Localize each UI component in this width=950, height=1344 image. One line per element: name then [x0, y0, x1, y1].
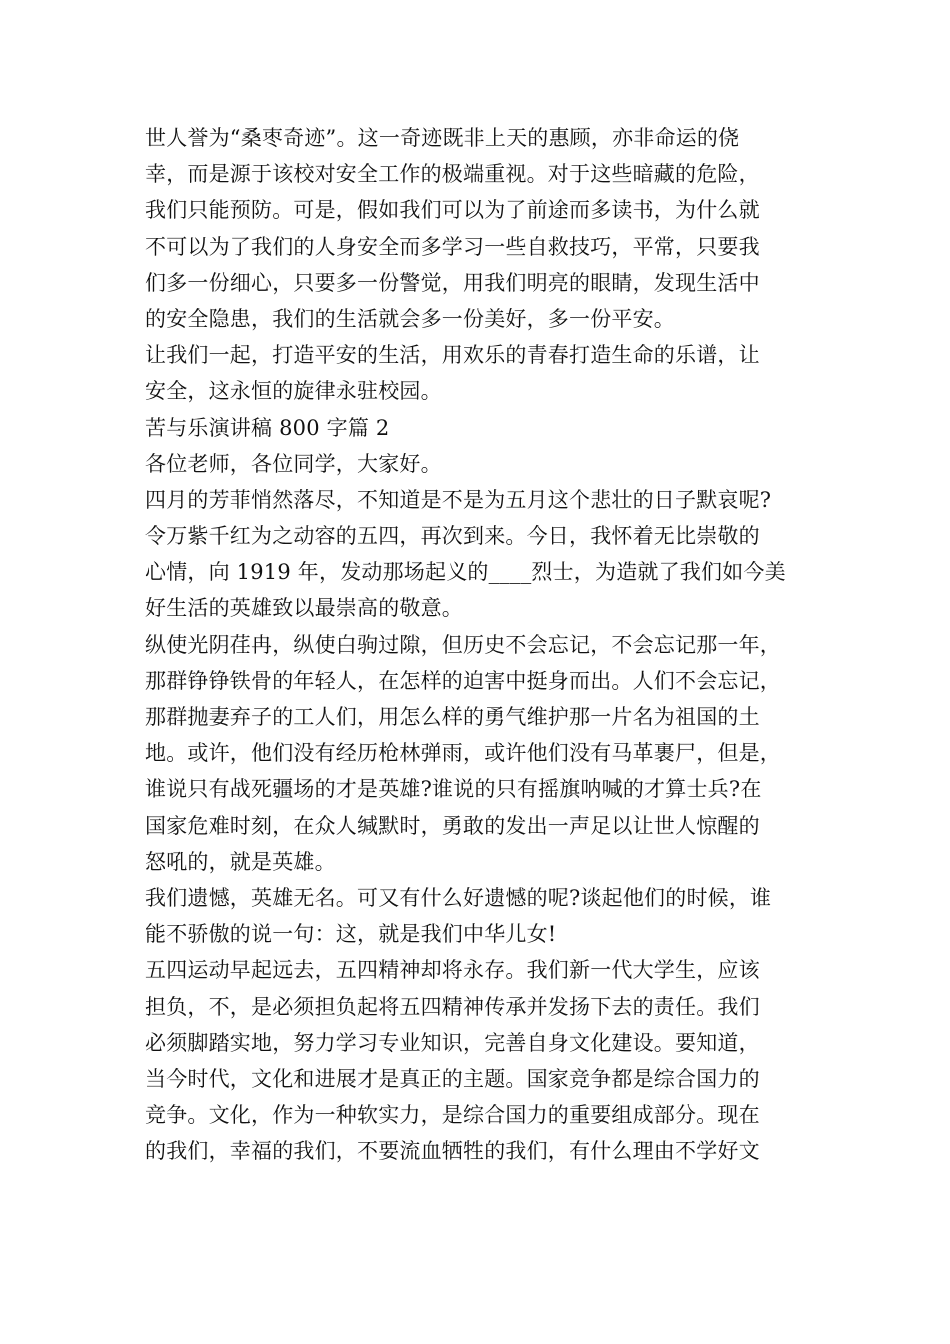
text-line: 我们遗憾，英雄无名。可又有什么好遗憾的呢?谈起他们的时候，谁	[145, 885, 772, 910]
text-line: 谁说只有战死疆场的才是英雄?谁说的只有摇旗呐喊的才算士兵?在	[145, 777, 762, 802]
text-line: 心情，向 1919 年，发动那场起义的____烈士，为造就了我们如今美	[145, 560, 786, 585]
text-line: 各位老师，各位同学，大家好。	[145, 451, 442, 476]
text-line: 令万紫千红为之动容的五四，再次到来。今日，我怀着无比崇敬的	[145, 524, 760, 549]
text-line: 的安全隐患，我们的生活就会多一份美好，多一份平安。	[145, 306, 675, 331]
text-line: 安全，这永恒的旋律永驻校园。	[145, 379, 442, 404]
text-line: 纵使光阴荏冉，纵使白驹过隙，但历史不会忘记，不会忘记那一年，	[145, 632, 781, 657]
text-line: 让我们一起，打造平安的生活，用欢乐的青春打造生命的乐谱，让	[145, 343, 760, 368]
text-line: 幸，而是源于该校对安全工作的极端重视。对于这些暗藏的危险，	[145, 162, 760, 187]
text-line: 担负，不，是必须担负起将五四精神传承并发扬下去的责任。我们	[145, 994, 760, 1019]
text-line: 好生活的英雄致以最崇高的敬意。	[145, 596, 463, 621]
text-line: 四月的芳菲悄然落尽，不知道是不是为五月这个悲壮的日子默哀呢?	[145, 487, 772, 512]
text-line: 世人誉为“桑枣奇迹”。这一奇迹既非上天的惠顾，亦非命运的侥	[145, 126, 740, 150]
text-line: 必须脚踏实地，努力学习专业知识，完善自身文化建设。要知道，	[145, 1030, 760, 1055]
text-line: 国家危难时刻，在众人缄默时，勇敢的发出一声足以让世人惊醒的	[145, 813, 760, 838]
text-line: 能不骄傲的说一句：这，就是我们中华儿女!	[145, 922, 557, 947]
text-line: 不可以为了我们的人身安全而多学习一些自救技巧，平常，只要我	[145, 234, 760, 259]
document-body	[145, 120, 815, 1169]
text-line: 那群抛妻弃子的工人们，用怎么样的勇气维护那一片名为祖国的土	[145, 705, 760, 729]
section-heading: 苦与乐演讲稿 800 字篇 2	[145, 415, 390, 440]
text-line: 我们只能预防。可是，假如我们可以为了前途而多读书，为什么就	[145, 198, 760, 223]
text-line: 那群铮铮铁骨的年轻人，在怎样的迫害中挺身而出。人们不会忘记，	[145, 668, 781, 693]
text-line: 竞争。文化，作为一种软实力，是综合国力的重要组成部分。现在	[145, 1103, 760, 1128]
text-line: 们多一份细心，只要多一份警觉，用我们明亮的眼睛，发现生活中	[145, 270, 760, 295]
text-line: 地。或许，他们没有经历枪林弹雨，或许他们没有马革裹尸，但是，	[145, 741, 781, 766]
text-line: 的我们，幸福的我们，不要流血牺牲的我们，有什么理由不学好文	[145, 1139, 760, 1164]
text-line: 怒吼的，就是英雄。	[145, 849, 336, 874]
text-line: 五四运动早起远去，五四精神却将永存。我们新一代大学生，应该	[145, 958, 760, 983]
text-line: 当今时代，文化和进展才是真正的主题。国家竞争都是综合国力的	[145, 1066, 760, 1091]
